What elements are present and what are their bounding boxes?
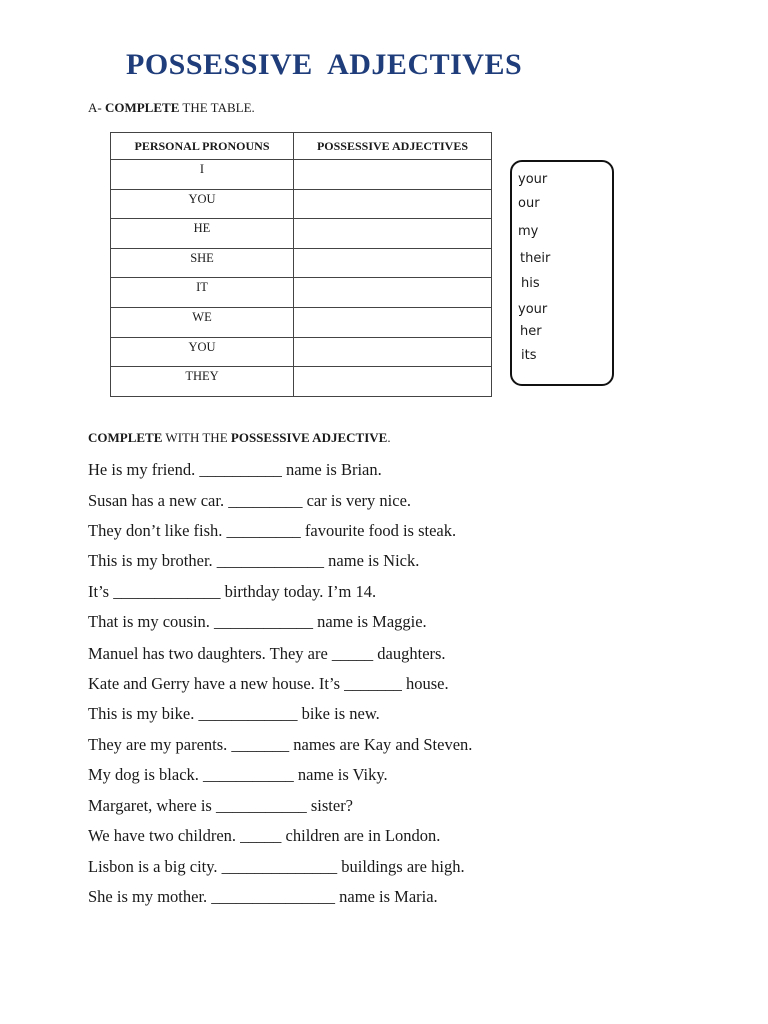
table-row (111, 337, 492, 367)
exercise-sentence: Kate and Gerry have a new house. It’s _______ house. (88, 674, 449, 693)
word-bank-item[interactable]: your (518, 302, 548, 317)
pronoun-cell: YOU (111, 189, 294, 219)
pronoun-cell: YOU (111, 337, 294, 367)
pronoun-cell: THEY (111, 367, 294, 397)
table-row (111, 248, 492, 278)
exercise-sentence: Margaret, where is ___________ sister? (88, 796, 354, 815)
word-bank-item[interactable]: his (521, 276, 540, 291)
exercise-sentence: He is my friend. __________ name is Brian. (88, 460, 382, 479)
answer-cell[interactable] (294, 278, 492, 308)
exercise-sentence: She is my mother. _______________ name is Maria. (88, 887, 438, 906)
table-row (111, 189, 492, 219)
exercise-sentence: They don’t like fish. _________ favourite food is steak. (88, 521, 457, 540)
word-bank-item[interactable]: its (521, 348, 537, 363)
exercise-sentence: This is my brother. _____________ name is Nick. (88, 551, 420, 570)
word-bank-item[interactable]: our (518, 196, 540, 211)
section-b-instruction (88, 430, 391, 446)
answer-cell[interactable] (294, 337, 492, 367)
table-row (111, 278, 492, 308)
exercise-sentence: It’s _____________ birthday today. I’m 14. (88, 582, 377, 601)
answer-cell[interactable] (294, 248, 492, 278)
pronoun-cell: HE (111, 219, 294, 249)
header-personal-pronouns: PERSONAL PRONOUNS (111, 133, 294, 160)
worksheet-title: POSSESSIVE ADJECTIVES (126, 48, 523, 81)
answer-cell[interactable] (294, 160, 492, 190)
exercise-sentence: They are my parents. _______ names are Kay and Steven. (88, 735, 473, 754)
table-row (111, 160, 492, 190)
exercise-sentence: That is my cousin. ____________ name is Maggie. (88, 612, 427, 631)
exercise-sentence: My dog is black. ___________ name is Viky. (88, 765, 388, 784)
exercise-sentence: We have two children. _____ children are in London. (88, 826, 441, 845)
pronoun-cell: I (111, 160, 294, 190)
exercise-sentence: Manuel has two daughters. They are _____ daughters. (88, 644, 446, 663)
section-a-bold: COMPLETE (104, 100, 180, 115)
table-row (111, 367, 492, 397)
word-bank-item[interactable]: my (518, 224, 539, 239)
pronoun-cell: SHE (111, 248, 294, 278)
section-b-bold-2: POSSESSIVE ADJECTIVE (230, 430, 388, 445)
section-b-bold-1: COMPLETE (88, 430, 163, 445)
answer-cell[interactable] (294, 189, 492, 219)
answer-cell[interactable] (294, 307, 492, 337)
exercise-sentence: This is my bike. ____________ bike is new. (88, 704, 380, 723)
word-bank-item[interactable]: your (518, 172, 548, 187)
exercise-sentence: Susan has a new car. _________ car is very nice. (88, 491, 412, 510)
pronoun-table (110, 132, 492, 397)
pronoun-cell: WE (111, 307, 294, 337)
table-row (111, 219, 492, 249)
answer-cell[interactable] (294, 367, 492, 397)
section-a-instruction (88, 100, 255, 116)
section-a-prefix: A- (88, 100, 105, 115)
table-row (111, 307, 492, 337)
pronoun-cell: IT (111, 278, 294, 308)
section-a-rest: THE TABLE. (179, 100, 255, 115)
word-bank (510, 160, 614, 386)
word-bank-item[interactable]: their (520, 251, 551, 266)
exercise-sentence: Lisbon is a big city. ______________ buildings are high. (88, 857, 465, 876)
word-bank-item[interactable]: her (520, 324, 542, 339)
header-possessive-adjectives: POSSESSIVE ADJECTIVES (294, 133, 492, 160)
section-b-mid: WITH THE (162, 430, 231, 445)
section-b-end: . (387, 430, 391, 445)
answer-cell[interactable] (294, 219, 492, 249)
